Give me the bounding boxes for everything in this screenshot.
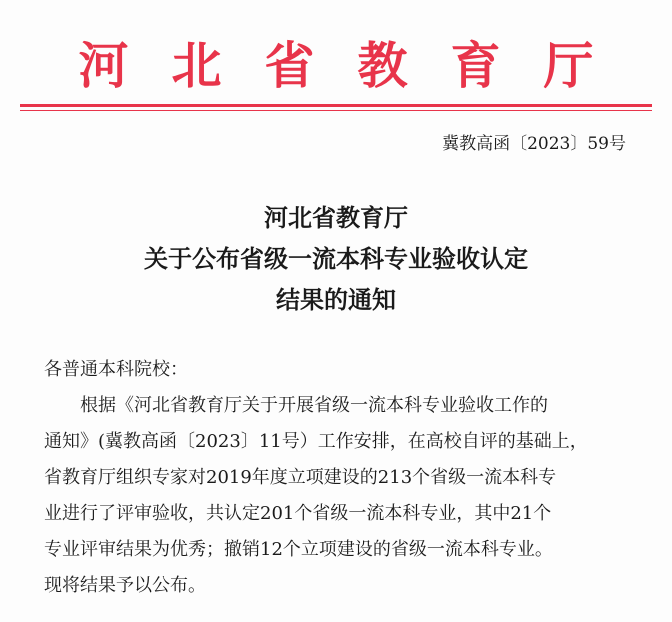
letterhead-rule-thin [20,110,652,111]
body-line-6: 现将结果予以公布。 [44,575,206,596]
letterhead-rule-thick [20,104,652,107]
salutation: 各普通本科院校： [44,359,188,380]
letterhead-title: 河北省教育厅 [78,36,637,95]
document-body [44,352,644,604]
title-line-2: 关于公布省级一流本科专业验收认定 [144,245,528,273]
title-line-1: 河北省教育厅 [264,204,408,232]
title-line-3: 结果的通知 [276,286,396,314]
body-line-5: 专业评审结果为优秀；撤销12个立项建设的省级一流本科专业。 [44,539,553,560]
body-paragraph [44,388,644,604]
document-number: 冀教高函〔2023〕59号 [442,134,626,154]
body-line-1: 根据《河北省教育厅关于开展省级一流本科专业验收工作的 [80,395,548,416]
document-title [0,198,672,321]
body-line-2: 通知》(冀教高函〔2023〕11号）工作安排，在高校自评的基础上， [44,431,588,452]
body-line-3: 省教育厅组织专家对2019年度立项建设的213个省级一流本科专 [44,467,557,488]
body-line-4: 业进行了评审验收，共认定201个省级一流本科专业，其中21个 [44,503,552,524]
